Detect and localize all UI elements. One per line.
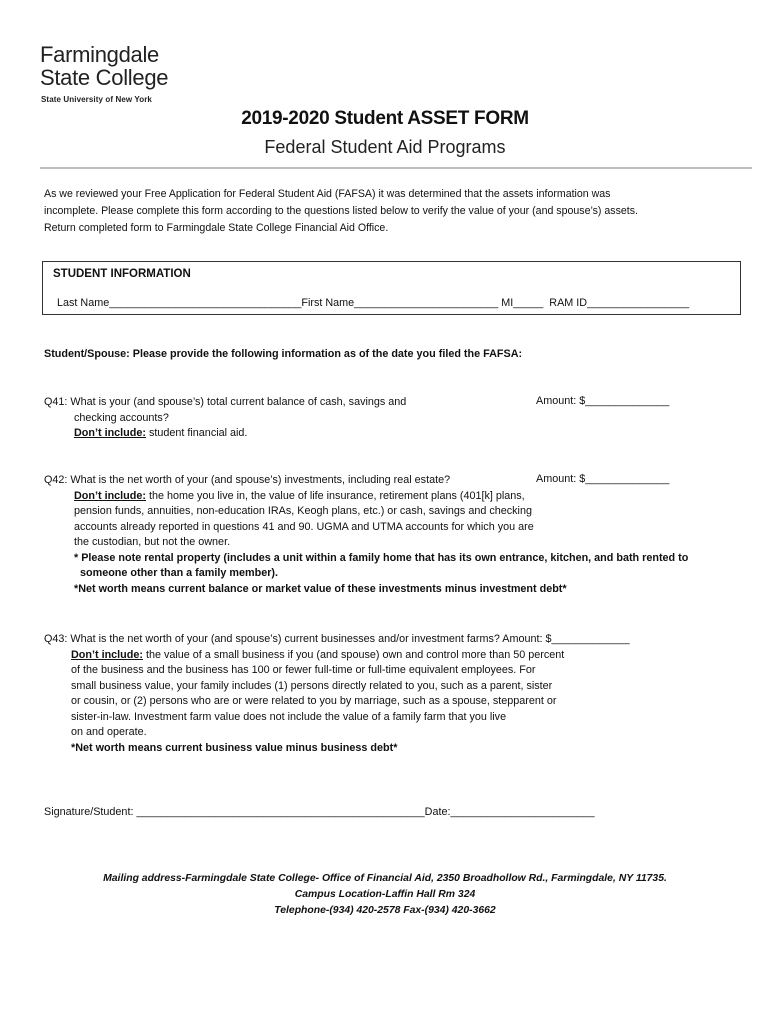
intro-line: As we reviewed your Free Application for Federal Student Aid (FAFSA) it was determined that the assets information was: [44, 188, 611, 200]
student-info-title: STUDENT INFORMATION: [53, 268, 191, 280]
q41-question: [44, 395, 406, 442]
q43-line: sister-in-law. Investment farm value does not include the value of a family farm that you live: [71, 710, 507, 723]
q43-dont-include-text: the value of a small business if you (and spouse) own and control more than 50 percent: [142, 648, 565, 661]
intro-line: incomplete. Please complete this form according to the questions listed below to verify the value of your (and spouse’s) assets.: [44, 205, 638, 217]
q41-line: checking accounts?: [74, 411, 169, 424]
logo-line-2: State College: [40, 65, 169, 90]
logo-line-1: Farmingdale: [40, 42, 159, 67]
q43-line: small business value, your family includes (1) persons directly related to you, such as a parent, sister: [71, 679, 553, 692]
q43-line: or cousin, or (2) persons who are or were related to you by marriage, such as a spouse, stepparent or: [71, 695, 557, 707]
q43-line[interactable]: Q43: What is the net worth of your (and spouse’s) current businesses and/or investment farms? Amount: $_____________: [44, 633, 630, 645]
student-info-fields[interactable]: Last Name________________________________First Name________________________ MI_____ RAM ID_________________: [57, 297, 690, 309]
q42-exclusion: [44, 489, 688, 505]
intro-paragraph: [44, 186, 734, 237]
header-divider: [40, 167, 752, 169]
q42-amount-field[interactable]: Amount: $______________: [536, 473, 670, 485]
q43-question: [44, 632, 630, 756]
signature-date-line[interactable]: Signature/Student: ________________________________________________Date:________________________: [44, 806, 595, 818]
q43-line: of the business and the business has 100 or fewer full-time or full-time equivalent employees. For: [71, 664, 536, 676]
q42-line: accounts already reported in questions 41 and 90. UGMA and UTMA accounts for which you are: [74, 520, 534, 533]
logo-line-3: State University of New York: [41, 95, 152, 104]
q43-note: *Net worth means current business value minus business debt*: [71, 741, 398, 754]
q41-line: Q41: What is your (and spouse’s) total current balance of cash, savings and: [44, 396, 407, 408]
q42-line: Q42: What is the net worth of your (and spouse’s) investments, including real estate?: [44, 474, 451, 486]
q42-question: [44, 473, 688, 597]
q41-dont-include-label: Don’t include:: [74, 427, 146, 439]
q42-note: someone other than a family member).: [80, 567, 278, 579]
footer-campus-location: Campus Location-Laffin Hall Rm 324: [294, 889, 476, 900]
footer-mailing-address: Mailing address-Farmingdale State College- Office of Financial Aid, 2350 Broadhollow Rd., Farmingdale, NY 11735.: [103, 873, 667, 884]
q43-exclusion: [44, 648, 630, 664]
footer-telephone: Telephone-(934) 420-2578 Fax-(934) 420-3662: [274, 905, 496, 916]
q42-dont-include-label: Don’t include:: [74, 489, 146, 502]
q41-dont-include-text: student financial aid.: [145, 427, 248, 439]
q42-line: pension funds, annuities, non-education IRAs, Keogh plans, etc.) or cash, savings and checking: [74, 505, 532, 517]
instructions-heading: Student/Spouse: Please provide the following information as of the date you filed the FAFSA:: [44, 348, 523, 360]
q43-line: on and operate.: [71, 726, 147, 738]
q42-dont-include-text: the home you live in, the value of life insurance, retirement plans (401[k] plans,: [145, 489, 525, 502]
q42-note: * Please note rental property (includes a unit within a family home that has its own entrance, kitchen, and bath rented to: [74, 551, 689, 564]
page-title: 2019-2020 Student ASSET FORM: [241, 108, 529, 129]
intro-line: Return completed form to Farmingdale State College Financial Aid Office.: [44, 222, 389, 234]
q41-amount-field[interactable]: Amount: $______________: [536, 395, 670, 407]
q41-exclusion: [44, 426, 406, 442]
q42-note: *Net worth means current balance or market value of these investments minus investment debt*: [74, 582, 567, 595]
q42-line: the custodian, but not the owner.: [74, 536, 231, 548]
page-subtitle: Federal Student Aid Programs: [264, 137, 506, 157]
q43-dont-include-label: Don’t include:: [71, 648, 143, 661]
